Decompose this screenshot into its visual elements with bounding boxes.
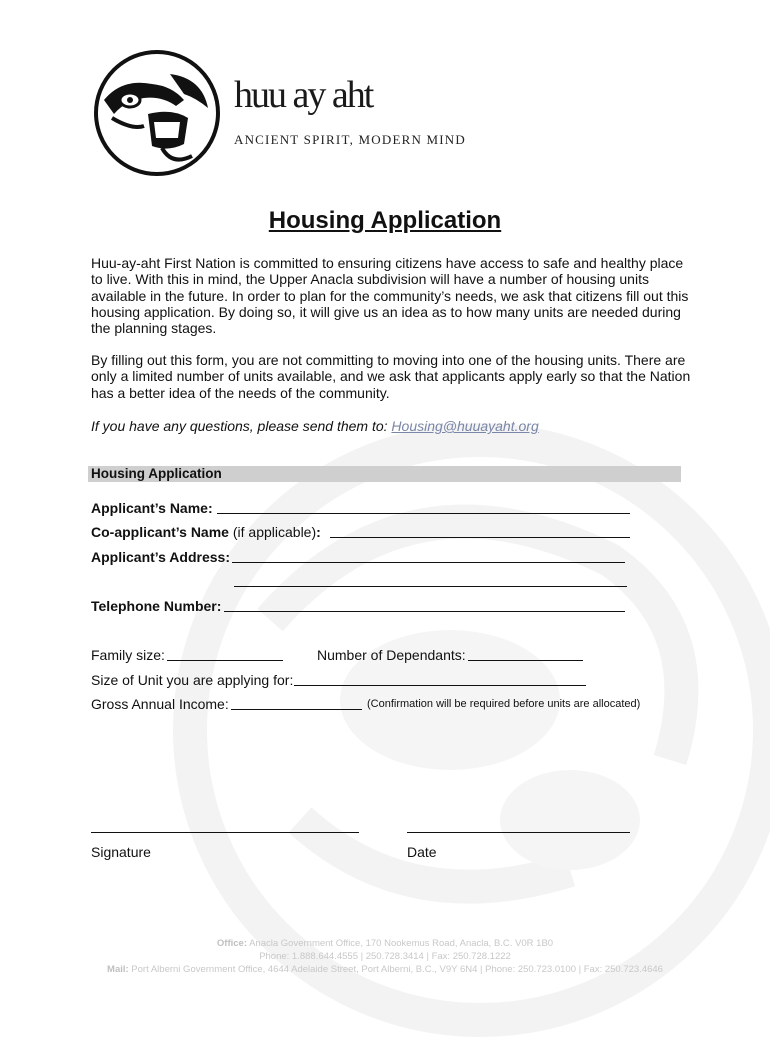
family-size-field[interactable] <box>167 660 283 661</box>
telephone-field[interactable] <box>224 611 625 612</box>
date-label: Date <box>407 844 437 860</box>
footer-office-text: Anacla Government Office, 170 Nookemus Road, Anacla, B.C. V0R 1B0 <box>246 938 554 949</box>
section-header: Housing Application <box>88 466 681 482</box>
page-title: Housing Application <box>268 207 502 234</box>
footer-office <box>0 938 770 949</box>
brand-name: huu ay aht <box>234 74 373 116</box>
gross-income-label: Gross Annual Income: <box>91 696 229 712</box>
brand-tagline: ANCIENT SPIRIT, MODERN MIND <box>234 132 466 147</box>
unit-size-field[interactable] <box>294 685 586 686</box>
coapplicant-note: (if applicable) <box>232 524 317 540</box>
intro-paragraph-1: Huu-ay-aht First Nation is committed to ensuring citizens have access to safe and healthy place to live. With this in mind, the Upper Anacla subdivision will have a number of housing units available in the future. In order to plan for the community’s needs, we ask that citizens fill out this housing application. By doing so, it will give us an idea as to how many units are needed during the planning stages. <box>91 255 689 337</box>
applicant-name-field[interactable] <box>217 513 630 514</box>
footer-mail-label: Mail: <box>107 964 129 975</box>
footer-office-label: Office: <box>216 938 247 949</box>
gross-income-field[interactable] <box>231 709 362 710</box>
coapplicant-name-field[interactable] <box>330 537 630 538</box>
signature-field[interactable] <box>91 832 359 833</box>
huuayaht-logo-icon <box>92 48 222 178</box>
email-link[interactable]: Housing@huuayaht.org <box>391 418 539 434</box>
footer-mail <box>0 964 770 975</box>
dependants-field[interactable] <box>468 660 583 661</box>
coapplicant-colon: : <box>316 524 321 540</box>
dependants-label: Number of Dependants: <box>317 647 466 663</box>
family-size-label: Family size: <box>91 647 165 663</box>
coapplicant-name-text: Co-applicant’s Name <box>91 524 229 540</box>
applicant-name-label: Applicant’s Name: <box>91 500 213 516</box>
footer-office-phone: Phone: 1.888.644.4555 | 250.728.3414 | Fax: 250.728.1222 <box>259 951 511 962</box>
applicant-address-field-1[interactable] <box>232 562 625 563</box>
applicant-address-field-2[interactable] <box>234 586 627 587</box>
intro-paragraph-2: By filling out this form, you are not committing to moving into one of the housing units. There are only a limited number of units available, and we ask that applicants apply early so that the Nation has a better idea of the needs of the community. <box>91 352 691 401</box>
telephone-label: Telephone Number: <box>91 598 222 614</box>
footer-mail-text: Port Alberni Government Office, 4644 Adelaide Street, Port Alberni, B.C., V9Y 6N4 | Phone: 250.723.0100 | Fax: 250.723.4646 <box>128 964 663 975</box>
income-note: (Confirmation will be required before units are allocated) <box>367 698 641 710</box>
questions-text: If you have any questions, please send them to: <box>91 418 392 434</box>
questions-paragraph <box>91 418 691 434</box>
coapplicant-name-label <box>91 524 321 540</box>
unit-size-label: Size of Unit you are applying for: <box>91 672 294 688</box>
date-field[interactable] <box>407 832 630 833</box>
applicant-address-label: Applicant’s Address: <box>91 549 230 565</box>
signature-label: Signature <box>91 844 151 860</box>
